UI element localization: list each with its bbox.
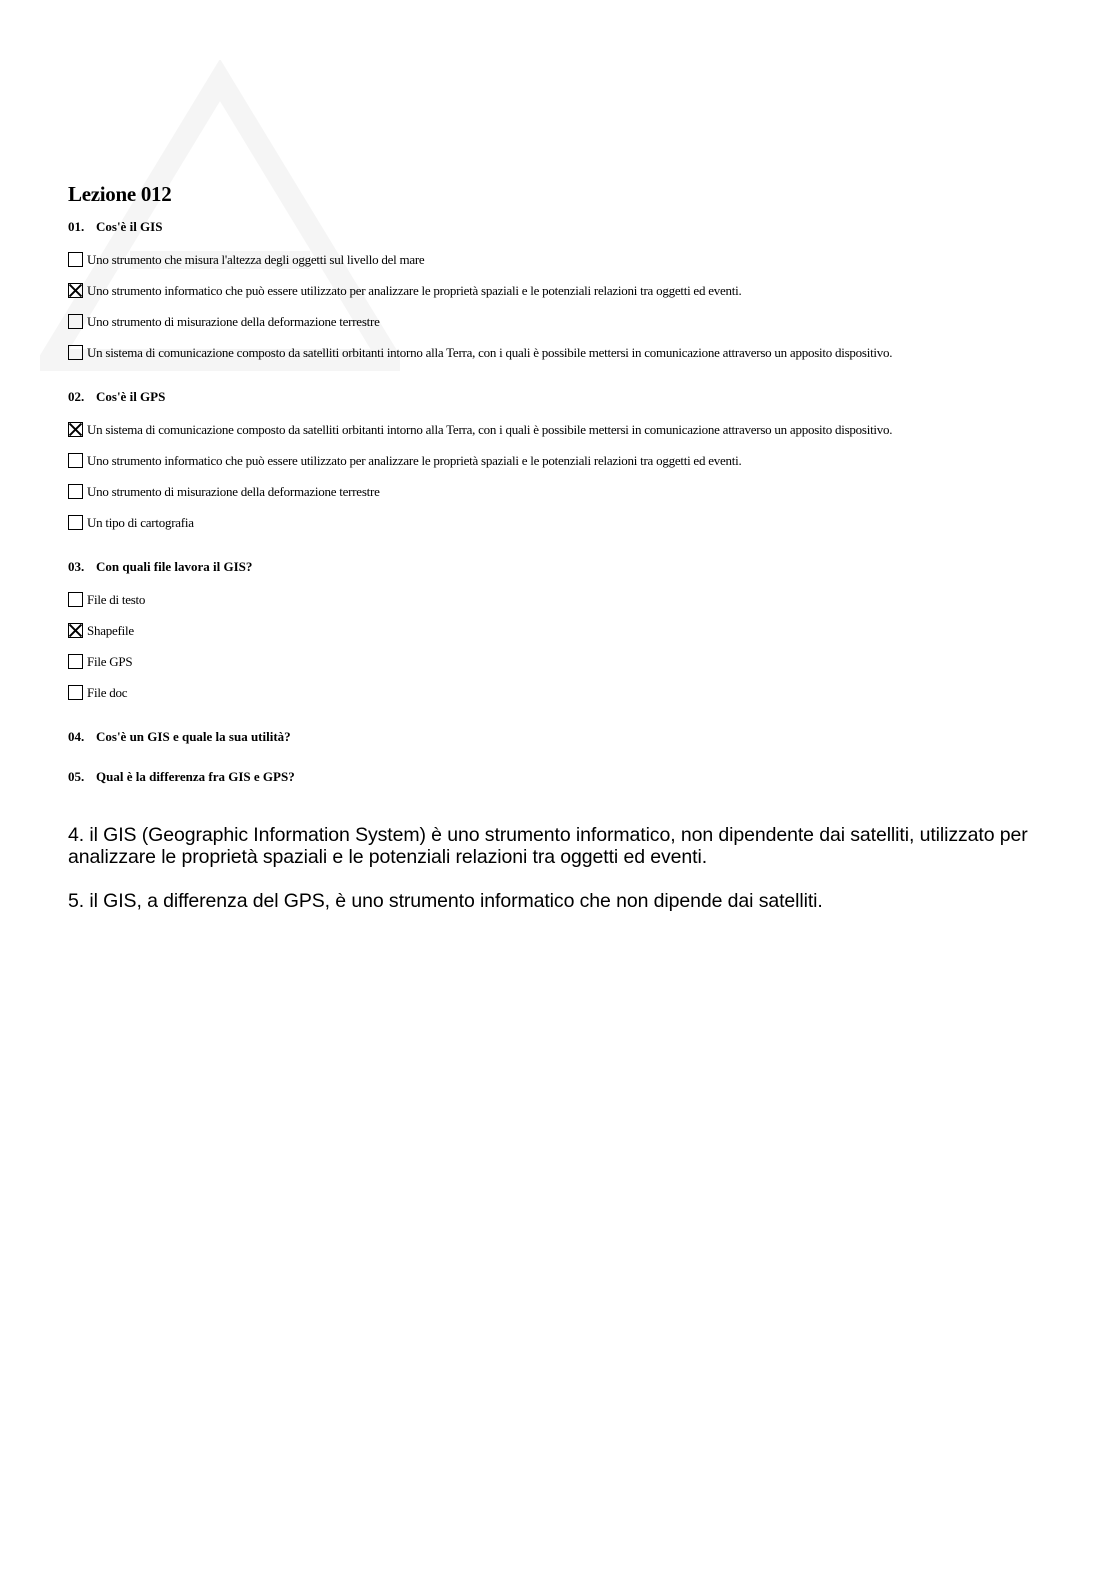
answer-option[interactable] xyxy=(68,337,1078,368)
question-text: Qual è la differenza fra GIS e GPS? xyxy=(96,769,295,784)
question-number: 05. xyxy=(68,769,85,784)
option-label: Un sistema di comunicazione composto da satelliti orbitanti intorno alla Terra, con i quali è possibile mettersi in comunicazione attraverso un apposito dispositivo. xyxy=(87,344,893,360)
checkbox[interactable] xyxy=(68,592,83,607)
option-label: File di testo xyxy=(87,591,146,607)
question-text: Cos'è un GIS e quale la sua utilità? xyxy=(96,729,291,744)
question-number: 04. xyxy=(68,729,85,744)
option-label: Uno strumento di misurazione della deformazione terrestre xyxy=(87,483,380,499)
answer-option[interactable] xyxy=(68,275,1078,306)
answer-05: 5. il GIS, a differenza del GPS, è uno strumento informatico che non dipende dai satelliti. xyxy=(68,890,823,912)
question-heading xyxy=(68,556,1078,578)
checkbox[interactable] xyxy=(68,453,83,468)
answer-04: 4. il GIS (Geographic Information System) è uno strumento informatico, non dipendente dai satelliti, utilizzato per analizzare le proprietà spaziali e le potenziali relazioni tra oggetti ed eventi. xyxy=(68,824,1028,868)
answer-option[interactable] xyxy=(68,677,1078,708)
checkbox[interactable] xyxy=(68,685,83,700)
question-heading xyxy=(68,766,1078,788)
question-text: Cos'è il GPS xyxy=(96,389,166,404)
option-label: Shapefile xyxy=(87,622,134,638)
question-05 xyxy=(68,766,1078,788)
checkbox[interactable] xyxy=(68,283,83,298)
check-x-icon xyxy=(69,423,82,436)
answer-option[interactable] xyxy=(68,306,1078,337)
checkbox[interactable] xyxy=(68,252,83,267)
question-01 xyxy=(68,216,1078,368)
answer-option[interactable] xyxy=(68,244,1078,275)
checkbox[interactable] xyxy=(68,484,83,499)
question-04 xyxy=(68,726,1078,748)
question-heading xyxy=(68,386,1078,408)
question-heading xyxy=(68,726,1078,748)
option-label: Un sistema di comunicazione composto da satelliti orbitanti intorno alla Terra, con i quali è possibile mettersi in comunicazione attraverso un apposito dispositivo. xyxy=(87,421,893,437)
option-label: Uno strumento informatico che può essere utilizzato per analizzare le proprietà spaziali e le potenziali relazioni tra oggetti ed eventi. xyxy=(87,452,742,468)
check-x-icon xyxy=(69,284,82,297)
question-03 xyxy=(68,556,1078,708)
answer-option[interactable] xyxy=(68,507,1078,538)
option-label: Uno strumento informatico che può essere utilizzato per analizzare le proprietà spaziali e le potenziali relazioni tra oggetti ed eventi. xyxy=(87,282,742,298)
checkbox[interactable] xyxy=(68,314,83,329)
answer-option[interactable] xyxy=(68,615,1078,646)
answer-option[interactable] xyxy=(68,476,1078,507)
answer-option[interactable] xyxy=(68,445,1078,476)
handwritten-answers xyxy=(68,824,1078,934)
checkbox[interactable] xyxy=(68,515,83,530)
question-number: 03. xyxy=(68,559,85,574)
lesson-title: Lezione 012 xyxy=(68,182,172,206)
option-label: File doc xyxy=(87,684,128,700)
question-number: 01. xyxy=(68,219,85,234)
question-text: Cos'è il GIS xyxy=(96,219,163,234)
option-label: Un tipo di cartografia xyxy=(87,514,194,530)
question-number: 02. xyxy=(68,389,85,404)
option-label: Uno strumento che misura l'altezza degli oggetti sul livello del mare xyxy=(87,251,425,267)
checkbox[interactable] xyxy=(68,654,83,669)
checkbox[interactable] xyxy=(68,422,83,437)
question-text: Con quali file lavora il GIS? xyxy=(96,559,253,574)
option-label: Uno strumento di misurazione della deformazione terrestre xyxy=(87,313,380,329)
question-heading xyxy=(68,216,1078,238)
checkbox[interactable] xyxy=(68,623,83,638)
answer-option[interactable] xyxy=(68,584,1078,615)
question-02 xyxy=(68,386,1078,538)
answer-option[interactable] xyxy=(68,414,1078,445)
checkbox[interactable] xyxy=(68,345,83,360)
answer-option[interactable] xyxy=(68,646,1078,677)
option-label: File GPS xyxy=(87,653,133,669)
check-x-icon xyxy=(69,624,82,637)
quiz-page xyxy=(68,180,1078,806)
